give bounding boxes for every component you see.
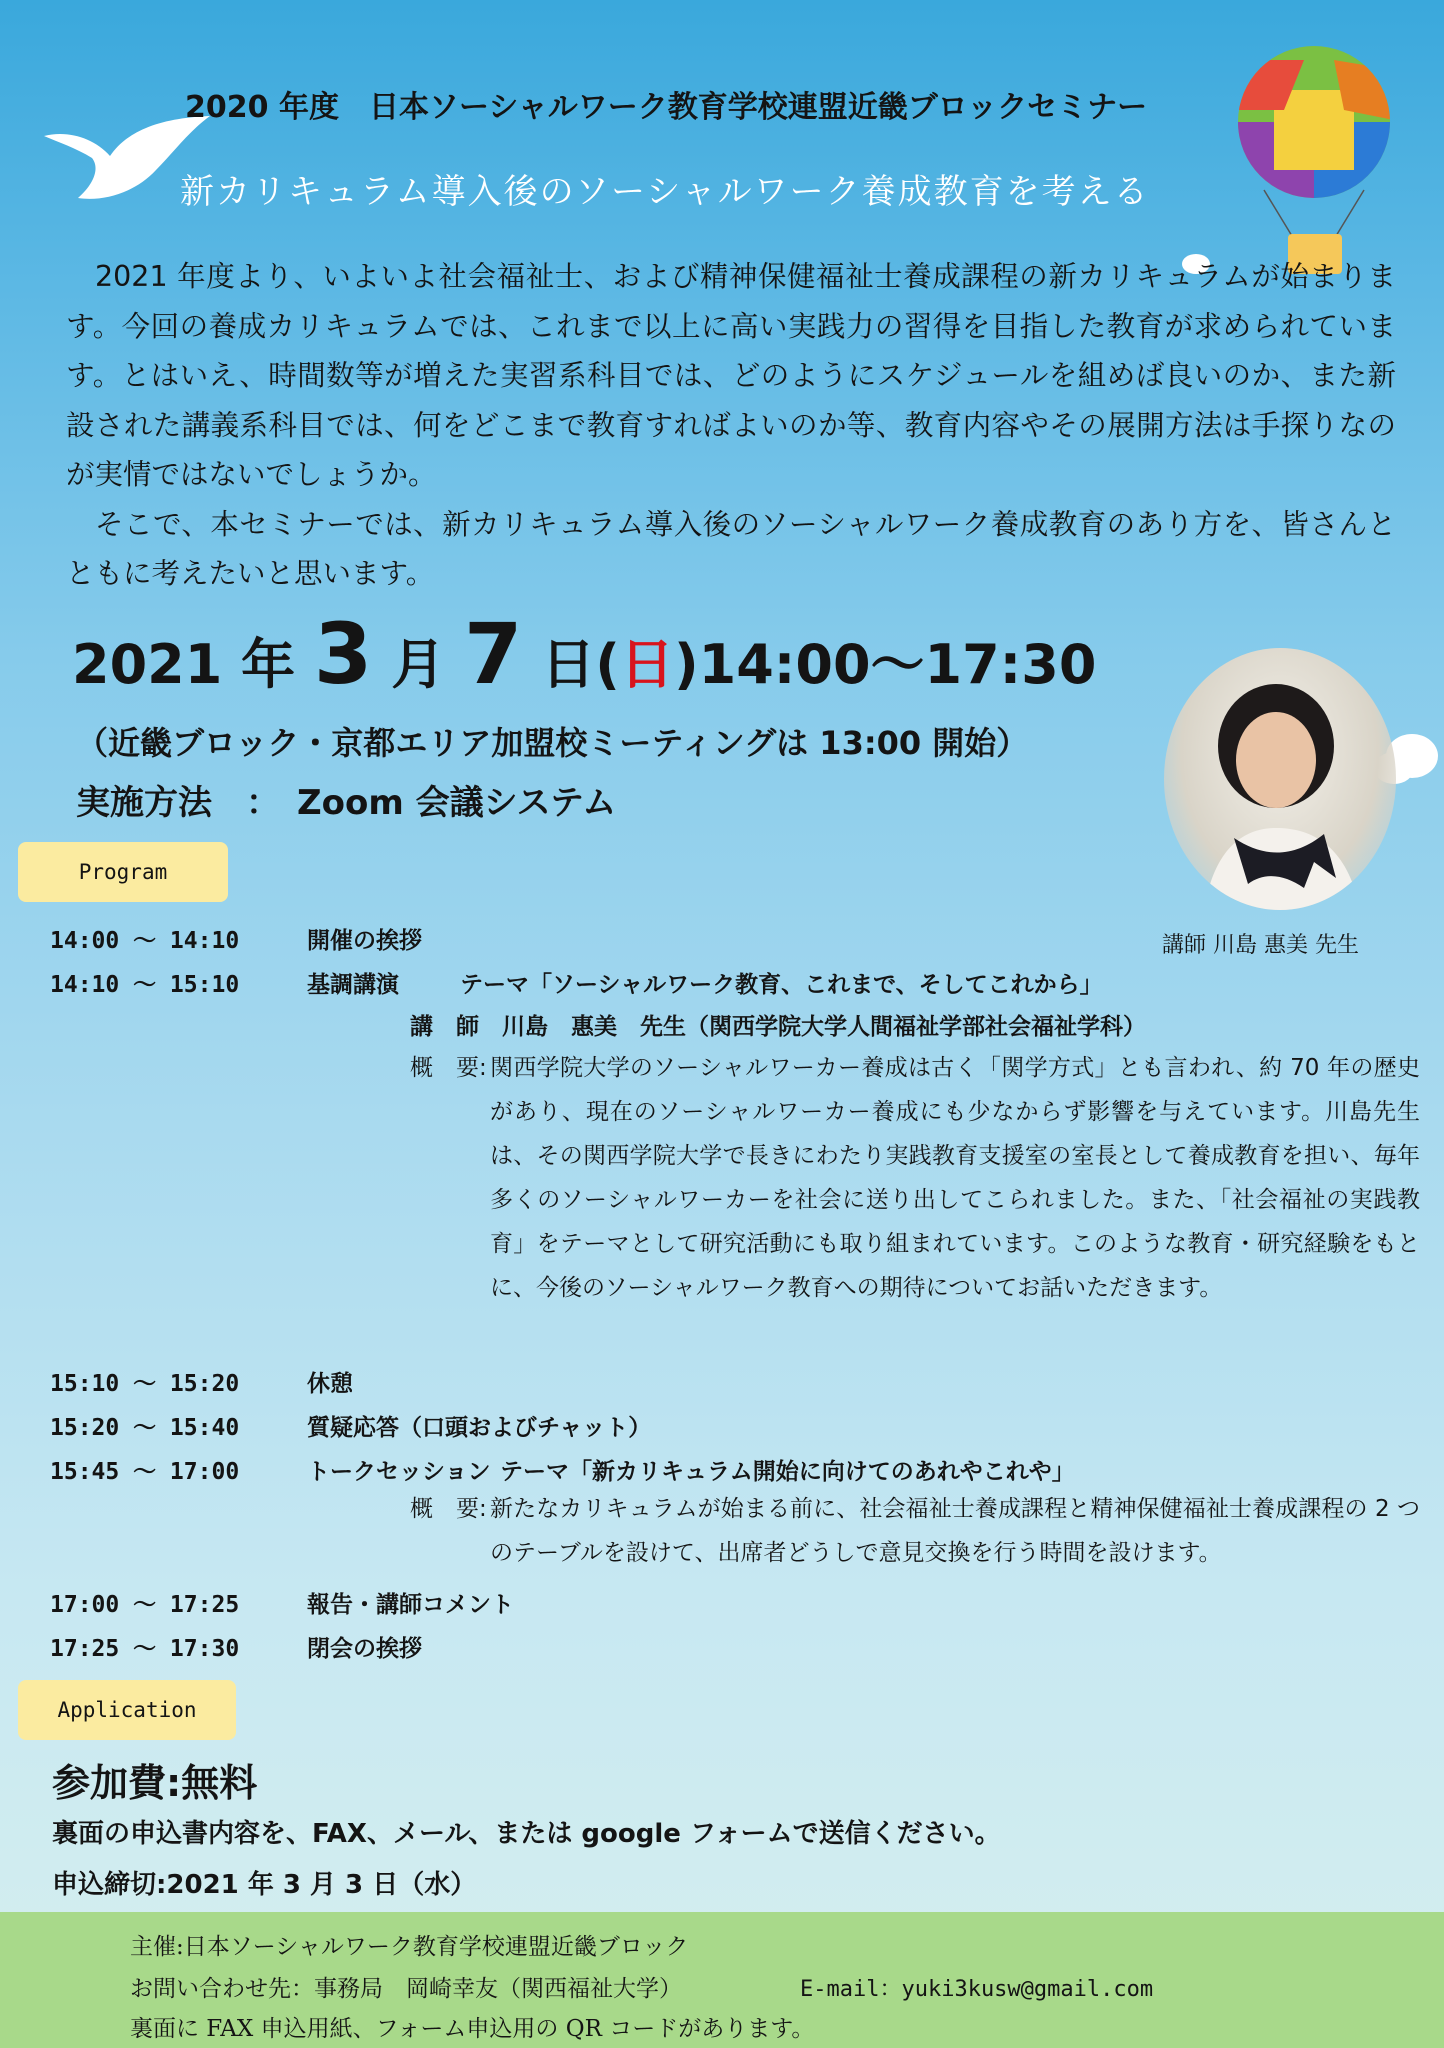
balloon-illustration (1224, 40, 1404, 280)
application-tab: Application (18, 1680, 236, 1740)
photo-caption: 講師 川島 惠美 先生 (1162, 933, 1359, 958)
event-date (72, 605, 1096, 703)
intro-text (66, 252, 1396, 599)
method-line: 実施方法 ： Zoom 会議システム (76, 783, 617, 823)
program-time: 15:45 ～ 17:00 (50, 1459, 240, 1485)
intro-paragraph-2: そこで、本セミナーでは、新カリキュラム導入後のソーシャルワーク養成教育のあり方を、皆さんとともに考えたいと思います。 (66, 507, 1396, 590)
lecturer-photo (1164, 648, 1396, 910)
program-item: 閉会の挨拶 (307, 1636, 422, 1662)
date-year-unit: 年 (241, 633, 296, 696)
program-theme: テーマ「ソーシャルワーク教育、これまで、そしてこれから」 (460, 972, 1103, 998)
seminar-title: 2020 年度 日本ソーシャルワーク教育学校連盟近畿ブロックセミナー (185, 90, 1148, 125)
program-tab: Program (18, 842, 228, 902)
lecturer-line: 講 師 川島 惠美 先生（関西学院大学人間福祉学部社会福祉学科） (410, 1014, 1146, 1040)
event-time: 14:00～17:30 (698, 633, 1097, 696)
date-year: 2021 (72, 633, 223, 696)
seminar-subtitle: 新カリキュラム導入後のソーシャルワーク養成教育を考える (180, 172, 1150, 212)
program-time: 17:00 ～ 17:25 (50, 1592, 240, 1618)
program-time: 17:25 ～ 17:30 (50, 1636, 240, 1662)
program-time: 15:10 ～ 15:20 (50, 1371, 240, 1397)
meeting-note: （近畿ブロック・京都エリア加盟校ミーティングは 13:00 開始） (76, 724, 1029, 762)
date-paren-open: ( (595, 633, 620, 696)
footer-contact: お問い合わせ先：事務局 岡崎幸友（関西福祉大学） (130, 1976, 682, 2002)
date-month-unit: 月 (391, 633, 446, 696)
date-weekday: 日 (619, 633, 674, 696)
summary-label: 概 要: (410, 1055, 487, 1081)
fee-line: 参加費:無料 (52, 1761, 258, 1805)
program-item: 開催の挨拶 (307, 928, 422, 954)
program-time: 15:20 ～ 15:40 (50, 1415, 240, 1441)
program-item: 基調講演 (307, 972, 399, 998)
date-paren-close: ) (673, 633, 699, 696)
program-item: 休憩 (307, 1371, 353, 1397)
program-theme: テーマ「新カリキュラム開始に向けてのあれやこれや」 (500, 1459, 1075, 1485)
footer-email: E-mail：yuki3kusw@gmail.com (800, 1977, 1154, 2002)
footer (0, 1912, 1444, 2048)
footer-note: 裏面に FAX 申込用紙、フォーム申込用の QR コードがあります。 (130, 2016, 815, 2042)
program-item: 質疑応答（口頭およびチャット） (307, 1415, 652, 1441)
summary-text: 関西学院大学のソーシャルワーカー養成は古く「関学方式」とも言われ、約 70 年の歴史があり、現在のソーシャルワーカー養成にも少なからず影響を与えています。川島先生は、その関西学院大学で長きにわたり実践教育支援室の室長として養成教育を担い、毎年多くのソーシャルワーカーを社会に送り出してこられました。また、「社会福祉の実践教育」をテーマとして研究活動にも取り組まれています。このような教育・研究経験をもとに、今後のソーシャルワーク教育への期待についてお話いただきます。 (490, 1055, 1420, 1301)
program-time: 14:10 ～ 15:10 (50, 972, 240, 998)
application-instructions: 裏面の申込書内容を、FAX、メール、または google フォームで送信ください。 (52, 1819, 1001, 1849)
program-time: 14:00 ～ 14:10 (50, 928, 240, 954)
program-item: トークセッション (307, 1459, 491, 1485)
deadline-line: 申込締切:2021 年 3 月 3 日（水） (52, 1870, 477, 1900)
footer-organizer: 主催:日本ソーシャルワーク教育学校連盟近畿ブロック (130, 1934, 689, 1960)
intro-paragraph-1: 2021 年度より、いよいよ社会福祉士、および精神保健福祉士養成課程の新カリキュラムが始まります。今回の養成カリキュラムでは、これまで以上に高い実践力の習得を目指した教育が求められています。とはいえ、時間数等が増えた実習系科目では、どのようにスケジュールを組めば良いのか、また新設された講義系科目では、何をどこまで教育すればよいのか等、教育内容やその展開方法は手探りなのが実情ではないでしょうか。 (66, 260, 1396, 491)
date-month: 3 (313, 605, 373, 703)
date-day: 7 (464, 605, 523, 703)
summary-label: 概 要: (410, 1496, 487, 1522)
program-item: 報告・講師コメント (307, 1592, 514, 1618)
date-day-unit: 日 (541, 633, 596, 696)
summary-text: 新たなカリキュラムが始まる前に、社会福祉士養成課程と精神保健福祉士養成課程の 2 つのテーブルを設けて、出席者どうしで意見交換を行う時間を設けます。 (490, 1496, 1420, 1566)
